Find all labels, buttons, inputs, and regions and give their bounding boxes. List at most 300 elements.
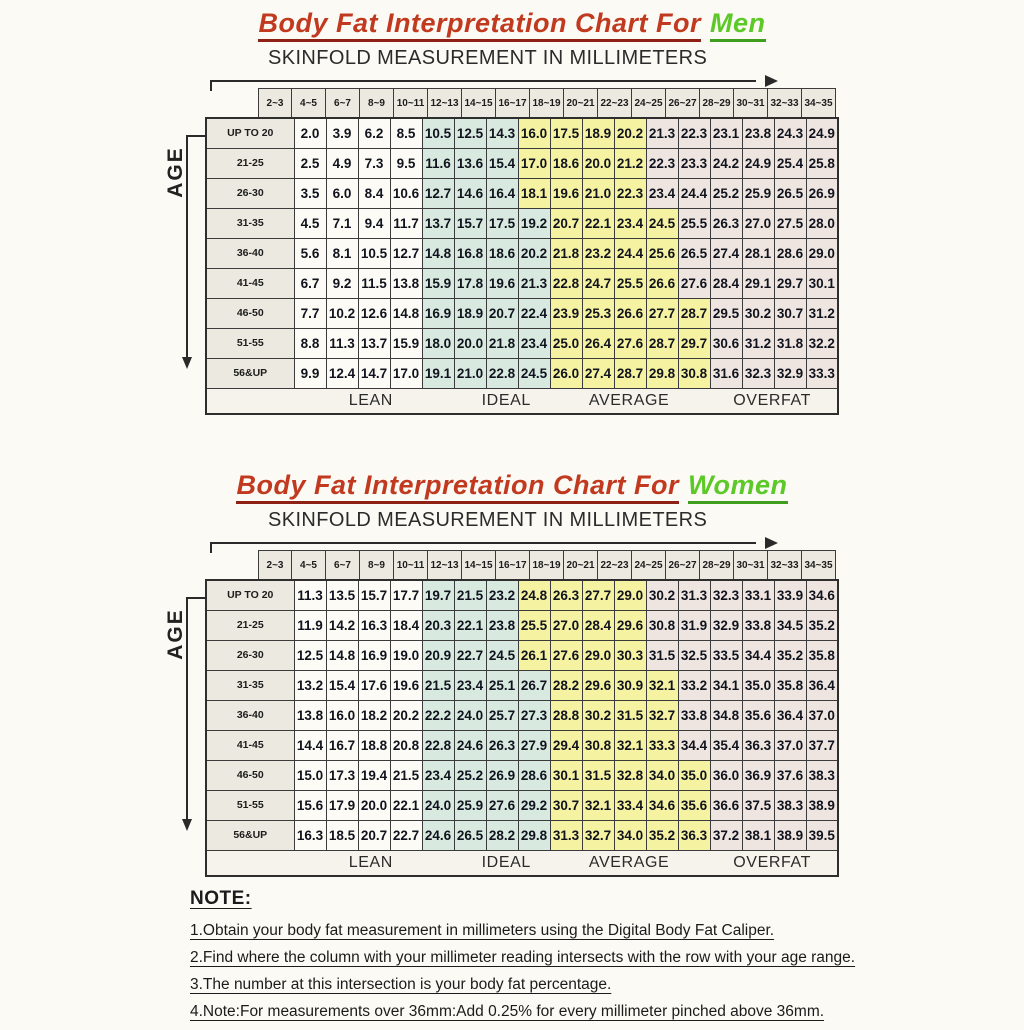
bodyfat-value-cell: 28.4	[582, 610, 614, 640]
bodyfat-value-cell: 34.8	[710, 700, 742, 730]
category-label-average: AVERAGE	[588, 853, 670, 871]
bodyfat-value-cell: 22.1	[454, 610, 486, 640]
table-row	[206, 268, 838, 298]
bodyfat-value-cell: 15.4	[486, 148, 518, 178]
bodyfat-value-cell: 19.7	[422, 580, 454, 610]
bodyfat-value-cell: 34.5	[774, 610, 806, 640]
bodyfat-value-cell: 7.7	[294, 298, 326, 328]
bodyfat-value-cell: 27.3	[518, 700, 550, 730]
bodyfat-value-cell: 19.4	[358, 760, 390, 790]
title-prefix: Body Fat Interpretation Chart For	[258, 8, 701, 42]
table-row	[206, 760, 838, 790]
mm-range-header: 4~5	[292, 550, 326, 580]
bodyfat-value-cell: 21.3	[646, 118, 678, 148]
arrow-line	[186, 597, 188, 819]
bodyfat-value-cell: 8.4	[358, 178, 390, 208]
bodyfat-value-cell: 29.0	[614, 580, 646, 610]
bodyfat-value-cell: 23.3	[678, 148, 710, 178]
bodyfat-value-cell: 23.8	[742, 118, 774, 148]
bodyfat-value-cell: 28.6	[518, 760, 550, 790]
bodyfat-value-cell: 28.1	[742, 238, 774, 268]
bodyfat-value-cell: 18.6	[550, 148, 582, 178]
bodyfat-value-cell: 22.7	[390, 820, 422, 850]
age-row-label: 46-50	[206, 760, 294, 790]
bodyfat-value-cell: 31.2	[806, 298, 838, 328]
bodyfat-value-cell: 29.0	[806, 238, 838, 268]
bodyfat-value-cell: 27.6	[678, 268, 710, 298]
bodyfat-value-cell: 15.6	[294, 790, 326, 820]
bodyfat-value-cell: 19.6	[486, 268, 518, 298]
bodyfat-value-cell: 13.5	[326, 580, 358, 610]
mm-range-header: 2~3	[258, 88, 292, 118]
mm-range-header: 6~7	[326, 88, 360, 118]
arrow-stub	[210, 81, 212, 91]
mm-range-header: 26~27	[666, 88, 700, 118]
table-row	[206, 580, 838, 610]
bodyfat-value-cell: 32.3	[710, 580, 742, 610]
bodyfat-value-cell: 11.6	[422, 148, 454, 178]
bodyfat-value-cell: 32.7	[582, 820, 614, 850]
bodyfat-value-cell: 21.8	[486, 328, 518, 358]
bodyfat-value-cell: 30.2	[646, 580, 678, 610]
note-item: 2.Find where the column with your millimeter reading intersects with the row with your age range.	[190, 949, 856, 966]
bodyfat-value-cell: 31.6	[710, 358, 742, 388]
table-row	[206, 358, 838, 388]
bodyfat-value-cell: 26.1	[518, 640, 550, 670]
bodyfat-value-cell: 26.6	[646, 268, 678, 298]
bodyfat-value-cell: 9.4	[358, 208, 390, 238]
bodyfat-value-cell: 29.1	[742, 268, 774, 298]
bodyfat-value-cell: 25.7	[486, 700, 518, 730]
bodyfat-value-cell: 27.5	[774, 208, 806, 238]
bodyfat-value-cell: 12.5	[454, 118, 486, 148]
age-row-label: 21-25	[206, 610, 294, 640]
bodyfat-value-cell: 4.5	[294, 208, 326, 238]
bodyfat-value-cell: 30.1	[550, 760, 582, 790]
bodyfat-value-cell: 34.0	[646, 760, 678, 790]
bodyfat-value-cell: 24.7	[582, 268, 614, 298]
category-label-lean: LEAN	[348, 391, 393, 409]
table-row	[206, 178, 838, 208]
category-footer-row	[206, 388, 838, 414]
bodyfat-value-cell: 35.0	[742, 670, 774, 700]
bodyfat-value-cell: 21.2	[614, 148, 646, 178]
bodyfat-value-cell: 22.4	[518, 298, 550, 328]
bodyfat-value-cell: 27.6	[550, 640, 582, 670]
bodyfat-value-cell: 18.6	[486, 238, 518, 268]
bodyfat-value-cell: 16.0	[518, 118, 550, 148]
bodyfat-value-cell: 24.6	[454, 730, 486, 760]
bodyfat-value-cell: 20.7	[486, 298, 518, 328]
category-label-average: AVERAGE	[588, 391, 670, 409]
bodyfat-value-cell: 20.3	[422, 610, 454, 640]
bodyfat-value-cell: 6.2	[358, 118, 390, 148]
table-row	[206, 610, 838, 640]
bodyfat-value-cell: 23.8	[486, 610, 518, 640]
bodyfat-value-cell: 23.4	[614, 208, 646, 238]
bodyfat-value-cell: 27.6	[486, 790, 518, 820]
bodyfat-value-cell: 15.0	[294, 760, 326, 790]
mm-range-header: 2~3	[258, 550, 292, 580]
bodyfat-value-cell: 23.1	[710, 118, 742, 148]
bodyfat-value-cell: 33.4	[614, 790, 646, 820]
bodyfat-value-cell: 17.9	[326, 790, 358, 820]
bodyfat-value-cell: 20.2	[614, 118, 646, 148]
bodyfat-value-cell: 23.4	[454, 670, 486, 700]
bodyfat-value-cell: 32.5	[678, 640, 710, 670]
mm-range-header: 4~5	[292, 88, 326, 118]
bodyfat-value-cell: 38.3	[806, 760, 838, 790]
bodyfat-value-cell: 20.7	[550, 208, 582, 238]
bodyfat-value-cell: 18.8	[358, 730, 390, 760]
bodyfat-value-cell: 23.9	[550, 298, 582, 328]
bodyfat-value-cell: 27.0	[742, 208, 774, 238]
bodyfat-value-cell: 18.9	[582, 118, 614, 148]
bodyfat-value-cell: 25.2	[710, 178, 742, 208]
table-row	[206, 328, 838, 358]
bodyfat-value-cell: 6.7	[294, 268, 326, 298]
age-row-label: 31-35	[206, 208, 294, 238]
bodyfat-value-cell: 26.9	[486, 760, 518, 790]
bodyfat-value-cell: 32.9	[710, 610, 742, 640]
bodyfat-value-cell: 15.9	[422, 268, 454, 298]
age-row-label: 26-30	[206, 640, 294, 670]
arrow-stub	[186, 597, 206, 599]
bodyfat-value-cell: 24.2	[710, 148, 742, 178]
bodyfat-value-cell: 22.8	[550, 268, 582, 298]
bodyfat-value-cell: 27.7	[582, 580, 614, 610]
bodyfat-value-cell: 26.3	[486, 730, 518, 760]
mm-range-header: 18~19	[530, 88, 564, 118]
bodyfat-value-cell: 23.2	[486, 580, 518, 610]
bodyfat-value-cell: 8.5	[390, 118, 422, 148]
bodyfat-value-cell: 26.4	[582, 328, 614, 358]
bodyfat-value-cell: 14.8	[390, 298, 422, 328]
bodyfat-value-cell: 15.7	[454, 208, 486, 238]
bodyfat-value-cell: 15.9	[390, 328, 422, 358]
bodyfat-value-cell: 29.7	[678, 328, 710, 358]
bodyfat-value-cell: 36.0	[710, 760, 742, 790]
bodyfat-value-cell: 13.8	[294, 700, 326, 730]
bodyfat-value-cell: 19.6	[390, 670, 422, 700]
bodyfat-value-cell: 25.2	[454, 760, 486, 790]
bodyfat-value-cell: 28.0	[806, 208, 838, 238]
mm-range-header: 34~35	[802, 88, 836, 118]
bodyfat-value-cell: 35.0	[678, 760, 710, 790]
age-row-label: 31-35	[206, 670, 294, 700]
bodyfat-value-cell: 31.5	[646, 640, 678, 670]
bodyfat-value-cell: 35.8	[774, 670, 806, 700]
bodyfat-value-cell: 13.8	[390, 268, 422, 298]
arrow-stub	[186, 135, 206, 137]
bodyfat-value-cell: 35.2	[774, 640, 806, 670]
bodyfat-value-cell: 30.9	[614, 670, 646, 700]
bodyfat-value-cell: 32.2	[806, 328, 838, 358]
bodyfat-value-cell: 25.4	[774, 148, 806, 178]
column-headers	[258, 88, 836, 118]
bodyfat-value-cell: 34.1	[710, 670, 742, 700]
bodyfat-value-cell: 24.9	[806, 118, 838, 148]
age-row-label: 51-55	[206, 328, 294, 358]
age-row-label: 51-55	[206, 790, 294, 820]
bodyfat-value-cell: 25.0	[550, 328, 582, 358]
arrow-line	[210, 542, 756, 544]
bodyfat-value-cell: 12.5	[294, 640, 326, 670]
bodyfat-value-cell: 16.9	[422, 298, 454, 328]
bodyfat-value-cell: 24.0	[454, 700, 486, 730]
right-arrow-icon	[765, 75, 778, 87]
bodyfat-value-cell: 25.3	[582, 298, 614, 328]
bodyfat-value-cell: 20.0	[582, 148, 614, 178]
note-item: 1.Obtain your body fat measurement in millimeters using the Digital Body Fat Caliper.	[190, 922, 775, 939]
bodyfat-value-cell: 27.0	[550, 610, 582, 640]
bodyfat-value-cell: 35.2	[646, 820, 678, 850]
bodyfat-value-cell: 32.1	[614, 730, 646, 760]
bodyfat-value-cell: 25.9	[454, 790, 486, 820]
bodyfat-value-cell: 11.5	[358, 268, 390, 298]
bodyfat-value-cell: 13.6	[454, 148, 486, 178]
bodyfat-value-cell: 29.8	[646, 358, 678, 388]
bodyfat-value-cell: 12.6	[358, 298, 390, 328]
mm-range-header: 22~23	[598, 550, 632, 580]
bodyfat-value-cell: 26.5	[678, 238, 710, 268]
mm-range-header: 16~17	[496, 550, 530, 580]
bodyfat-value-cell: 21.0	[454, 358, 486, 388]
bodyfat-value-cell: 29.8	[518, 820, 550, 850]
bodyfat-value-cell: 21.8	[550, 238, 582, 268]
bodyfat-value-cell: 24.9	[742, 148, 774, 178]
title-prefix: Body Fat Interpretation Chart For	[236, 470, 679, 504]
mm-range-header: 8~9	[360, 88, 394, 118]
mm-range-header: 14~15	[462, 550, 496, 580]
bodyfat-value-cell: 31.9	[678, 610, 710, 640]
bodyfat-value-cell: 24.3	[774, 118, 806, 148]
category-label-ideal: IDEAL	[481, 853, 531, 871]
bodyfat-value-cell: 30.1	[806, 268, 838, 298]
bodyfat-value-cell: 32.3	[742, 358, 774, 388]
bodyfat-value-cell: 32.9	[774, 358, 806, 388]
bodyfat-value-cell: 27.6	[614, 328, 646, 358]
bodyfat-value-cell: 26.5	[454, 820, 486, 850]
bodyfat-value-cell: 30.7	[774, 298, 806, 328]
bodyfat-value-cell: 32.7	[646, 700, 678, 730]
bodyfat-value-cell: 16.3	[294, 820, 326, 850]
bodyfat-value-cell: 24.5	[486, 640, 518, 670]
bodyfat-value-cell: 20.0	[454, 328, 486, 358]
bodyfat-value-cell: 37.0	[774, 730, 806, 760]
bodyfat-value-cell: 14.4	[294, 730, 326, 760]
bodyfat-value-cell: 28.7	[614, 358, 646, 388]
mm-range-header: 6~7	[326, 550, 360, 580]
bodyfat-value-cell: 30.6	[710, 328, 742, 358]
bodyfat-value-cell: 33.3	[806, 358, 838, 388]
bodyfat-value-cell: 20.0	[358, 790, 390, 820]
mm-range-header: 34~35	[802, 550, 836, 580]
bodyfat-value-cell: 18.5	[326, 820, 358, 850]
bodyfat-value-cell: 35.6	[678, 790, 710, 820]
note-item: 3.The number at this intersection is your body fat percentage.	[190, 976, 612, 993]
table-row	[206, 238, 838, 268]
bodyfat-value-cell: 23.2	[582, 238, 614, 268]
body-fat-table	[205, 117, 839, 415]
bodyfat-value-cell: 23.4	[646, 178, 678, 208]
bodyfat-value-cell: 31.5	[582, 760, 614, 790]
bodyfat-value-cell: 16.4	[486, 178, 518, 208]
bodyfat-value-cell: 25.5	[678, 208, 710, 238]
bodyfat-value-cell: 2.0	[294, 118, 326, 148]
bodyfat-value-cell: 13.2	[294, 670, 326, 700]
table-row	[206, 700, 838, 730]
age-row-label: UP TO 20	[206, 580, 294, 610]
bodyfat-value-cell: 25.5	[518, 610, 550, 640]
bodyfat-value-cell: 33.9	[774, 580, 806, 610]
bodyfat-value-cell: 30.2	[582, 700, 614, 730]
bodyfat-value-cell: 19.1	[422, 358, 454, 388]
bodyfat-value-cell: 7.1	[326, 208, 358, 238]
bodyfat-value-cell: 22.8	[422, 730, 454, 760]
bodyfat-value-cell: 24.5	[646, 208, 678, 238]
bodyfat-value-cell: 11.9	[294, 610, 326, 640]
title-gender: Men	[710, 8, 766, 42]
bodyfat-value-cell: 20.2	[518, 238, 550, 268]
bodyfat-value-cell: 17.5	[550, 118, 582, 148]
bodyfat-value-cell: 29.0	[582, 640, 614, 670]
bodyfat-value-cell: 20.8	[390, 730, 422, 760]
bodyfat-value-cell: 10.5	[422, 118, 454, 148]
bodyfat-value-cell: 33.3	[646, 730, 678, 760]
note-item: 4.Note:For measurements over 36mm:Add 0.25% for every millimeter pinched above 36mm.	[190, 1003, 825, 1020]
bodyfat-value-cell: 33.8	[678, 700, 710, 730]
bodyfat-value-cell: 12.7	[390, 238, 422, 268]
bodyfat-value-cell: 28.7	[646, 328, 678, 358]
mm-range-header: 32~33	[768, 550, 802, 580]
bodyfat-value-cell: 36.4	[806, 670, 838, 700]
bodyfat-value-cell: 32.8	[614, 760, 646, 790]
table-row	[206, 640, 838, 670]
bodyfat-value-cell: 14.3	[486, 118, 518, 148]
bodyfat-value-cell: 22.3	[678, 118, 710, 148]
bodyfat-value-cell: 32.1	[646, 670, 678, 700]
bodyfat-value-cell: 18.0	[422, 328, 454, 358]
bodyfat-value-cell: 18.2	[358, 700, 390, 730]
bodyfat-value-cell: 29.5	[710, 298, 742, 328]
bodyfat-value-cell: 21.5	[422, 670, 454, 700]
bodyfat-value-cell: 35.4	[710, 730, 742, 760]
bodyfat-value-cell: 7.3	[358, 148, 390, 178]
bodyfat-value-cell: 26.9	[806, 178, 838, 208]
bodyfat-value-cell: 28.6	[774, 238, 806, 268]
bodyfat-value-cell: 13.7	[422, 208, 454, 238]
bodyfat-value-cell: 3.5	[294, 178, 326, 208]
bodyfat-value-cell: 8.8	[294, 328, 326, 358]
mm-range-header: 32~33	[768, 88, 802, 118]
bodyfat-value-cell: 29.6	[614, 610, 646, 640]
table-row	[206, 148, 838, 178]
bodyfat-value-cell: 37.2	[710, 820, 742, 850]
mm-range-header: 22~23	[598, 88, 632, 118]
bodyfat-value-cell: 27.7	[646, 298, 678, 328]
bodyfat-value-cell: 28.8	[550, 700, 582, 730]
bodyfat-value-cell: 2.5	[294, 148, 326, 178]
notes-section	[190, 888, 910, 1030]
age-row-label: 36-40	[206, 700, 294, 730]
category-label-lean: LEAN	[348, 853, 393, 871]
chart-title-men	[0, 8, 1024, 39]
down-arrow-icon	[182, 357, 192, 369]
bodyfat-value-cell: 24.6	[422, 820, 454, 850]
mm-range-header: 20~21	[564, 550, 598, 580]
bodyfat-value-cell: 25.8	[806, 148, 838, 178]
bodyfat-value-cell: 19.6	[550, 178, 582, 208]
bodyfat-value-cell: 26.7	[518, 670, 550, 700]
bodyfat-value-cell: 30.8	[646, 610, 678, 640]
bodyfat-value-cell: 24.0	[422, 790, 454, 820]
bodyfat-value-cell: 22.2	[422, 700, 454, 730]
bodyfat-value-cell: 29.2	[518, 790, 550, 820]
bodyfat-value-cell: 31.5	[614, 700, 646, 730]
bodyfat-value-cell: 23.4	[518, 328, 550, 358]
bodyfat-value-cell: 16.9	[358, 640, 390, 670]
bodyfat-value-cell: 16.3	[358, 610, 390, 640]
mm-range-header: 10~11	[394, 550, 428, 580]
table-row	[206, 208, 838, 238]
table-row	[206, 790, 838, 820]
bodyfat-value-cell: 17.8	[454, 268, 486, 298]
bodyfat-value-cell: 35.6	[742, 700, 774, 730]
age-row-label: UP TO 20	[206, 118, 294, 148]
bodyfat-value-cell: 26.3	[710, 208, 742, 238]
bodyfat-value-cell: 19.0	[390, 640, 422, 670]
bodyfat-value-cell: 28.4	[710, 268, 742, 298]
bodyfat-value-cell: 11.3	[294, 580, 326, 610]
bodyfat-value-cell: 9.9	[294, 358, 326, 388]
bodyfat-value-cell: 37.0	[806, 700, 838, 730]
bodyfat-value-cell: 21.5	[454, 580, 486, 610]
bodyfat-value-cell: 29.7	[774, 268, 806, 298]
bodyfat-value-cell: 24.8	[518, 580, 550, 610]
bodyfat-value-cell: 26.6	[614, 298, 646, 328]
bodyfat-value-cell: 37.7	[806, 730, 838, 760]
bodyfat-value-cell: 21.3	[518, 268, 550, 298]
age-row-label: 41-45	[206, 730, 294, 760]
bodyfat-value-cell: 27.4	[710, 238, 742, 268]
category-label-ideal: IDEAL	[481, 391, 531, 409]
bodyfat-value-cell: 32.1	[582, 790, 614, 820]
skinfold-axis-label: SKINFOLD MEASUREMENT IN MILLIMETERS	[268, 47, 708, 69]
chart-title-women	[0, 470, 1024, 501]
bodyfat-value-cell: 24.4	[614, 238, 646, 268]
bodyfat-value-cell: 9.5	[390, 148, 422, 178]
bodyfat-value-cell: 26.3	[550, 580, 582, 610]
column-headers	[258, 550, 836, 580]
table-row	[206, 730, 838, 760]
chart-section-women	[0, 462, 1024, 892]
bodyfat-value-cell: 14.6	[454, 178, 486, 208]
right-arrow-icon	[765, 537, 778, 549]
bodyfat-value-cell: 15.4	[326, 670, 358, 700]
bodyfat-value-cell: 18.1	[518, 178, 550, 208]
age-row-label: 56&UP	[206, 358, 294, 388]
bodyfat-value-cell: 16.7	[326, 730, 358, 760]
bodyfat-value-cell: 34.6	[806, 580, 838, 610]
bodyfat-value-cell: 22.8	[486, 358, 518, 388]
bodyfat-value-cell: 28.7	[678, 298, 710, 328]
bodyfat-value-cell: 24.4	[678, 178, 710, 208]
bodyfat-value-cell: 24.5	[518, 358, 550, 388]
bodyfat-value-cell: 20.9	[422, 640, 454, 670]
bodyfat-value-cell: 25.9	[742, 178, 774, 208]
table-row	[206, 118, 838, 148]
